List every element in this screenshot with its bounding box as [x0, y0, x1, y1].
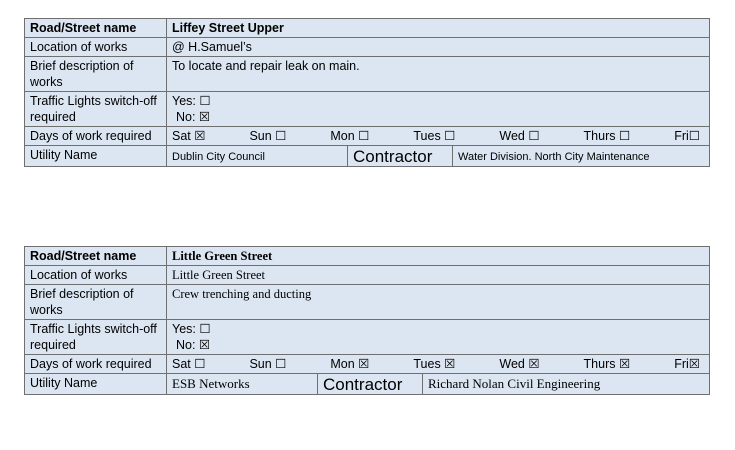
value-road: Little Green Street: [167, 247, 710, 266]
row-utility: [25, 146, 710, 167]
utility-contractor-split: [167, 146, 709, 166]
label-description: Brief description of works: [25, 285, 167, 320]
value-description: To locate and repair leak on main.: [167, 57, 710, 92]
row-traffic: [25, 320, 710, 355]
label-days: Days of work required: [25, 127, 167, 146]
day-sat-checkbox: Sat ☐: [172, 357, 206, 371]
row-description: [25, 57, 710, 92]
label-traffic: Traffic Lights switch-off required: [25, 92, 167, 127]
value-utility-contractor: [167, 146, 710, 167]
value-location: Little Green Street: [167, 266, 710, 285]
label-location: Location of works: [25, 38, 167, 57]
days-checkbox-group: [172, 356, 704, 372]
value-road: Liffey Street Upper: [167, 19, 710, 38]
day-sat-checkbox: Sat ☒: [172, 129, 206, 143]
day-thurs-checkbox: Thurs ☐: [583, 129, 631, 143]
utility-contractor-split: [167, 374, 709, 394]
value-contractor: Water Division. North City Maintenance: [452, 146, 709, 166]
day-tues-checkbox: Tues ☐: [413, 129, 456, 143]
value-utility-contractor: [167, 374, 710, 395]
day-mon-checkbox: Mon ☐: [330, 129, 370, 143]
works-table-1: [24, 18, 710, 167]
day-wed-checkbox: Wed ☒: [499, 357, 540, 371]
label-road: Road/Street name: [25, 247, 167, 266]
day-tues-checkbox: Tues ☒: [413, 357, 456, 371]
value-days: [167, 355, 710, 374]
row-days: [25, 355, 710, 374]
value-location: @ H.Samuel’s: [167, 38, 710, 57]
row-road: [25, 247, 710, 266]
day-sun-checkbox: Sun ☐: [249, 357, 287, 371]
row-description: [25, 285, 710, 320]
row-location: [25, 38, 710, 57]
value-utility: Dublin City Council: [172, 151, 265, 163]
label-location: Location of works: [25, 266, 167, 285]
works-table-2: [24, 246, 710, 395]
row-days: [25, 127, 710, 146]
label-description: Brief description of works: [25, 57, 167, 92]
traffic-yes-checkbox: Yes: ☐: [172, 94, 211, 108]
value-contractor: Richard Nolan Civil Engineering: [422, 374, 709, 394]
traffic-yes-checkbox: Yes: ☐: [172, 322, 211, 336]
day-fri-checkbox: Fri☒: [674, 357, 700, 371]
days-checkbox-group: [172, 128, 704, 144]
value-days: [167, 127, 710, 146]
value-traffic: [167, 92, 710, 127]
day-thurs-checkbox: Thurs ☒: [583, 357, 631, 371]
day-wed-checkbox: Wed ☐: [499, 129, 540, 143]
label-utility: Utility Name: [25, 374, 167, 395]
label-traffic: Traffic Lights switch-off required: [25, 320, 167, 355]
label-contractor: Contractor: [317, 374, 422, 394]
day-fri-checkbox: Fri☐: [674, 129, 700, 143]
label-utility: Utility Name: [25, 146, 167, 167]
label-contractor: Contractor: [347, 146, 452, 166]
row-traffic: [25, 92, 710, 127]
day-sun-checkbox: Sun ☐: [249, 129, 287, 143]
traffic-no-checkbox: No: ☒: [176, 110, 211, 124]
value-traffic: [167, 320, 710, 355]
label-road: Road/Street name: [25, 19, 167, 38]
label-days: Days of work required: [25, 355, 167, 374]
value-description: Crew trenching and ducting: [167, 285, 710, 320]
value-utility: ESB Networks: [172, 376, 250, 391]
row-road: [25, 19, 710, 38]
row-location: [25, 266, 710, 285]
traffic-no-checkbox: No: ☒: [176, 338, 211, 352]
row-utility: [25, 374, 710, 395]
day-mon-checkbox: Mon ☒: [330, 357, 370, 371]
